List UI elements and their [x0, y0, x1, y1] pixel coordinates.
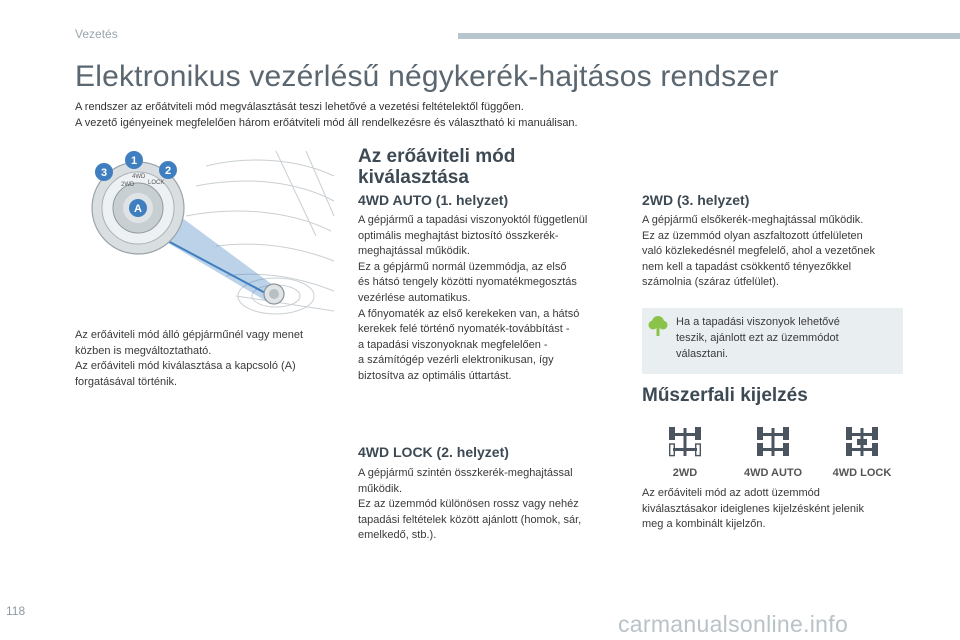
drivetrain-2wd-icon: [667, 424, 703, 460]
mode-label-4wd-auto: 4WD AUTO: [743, 467, 803, 479]
section-label: Vezetés: [75, 27, 118, 41]
dashboard-heading: Műszerfali kijelzés: [642, 385, 808, 406]
auto-line: vezérlése automatikus.: [358, 291, 471, 304]
selection-heading: [358, 146, 515, 188]
auto-line: a számítógép vezérli elektronikusan, így: [358, 354, 554, 367]
auto-line: kerekek felé történő nyomaték-továbbítást -: [358, 323, 570, 336]
dashboard-line: Az erőáviteli mód az adott üzemmód: [642, 487, 820, 499]
auto-line: A főnyomaték az első kerekeken van, a hátsó: [358, 307, 580, 320]
badge-1-label: 1: [130, 155, 138, 167]
page-number: 118: [6, 604, 26, 618]
knob-label-2wd: 2WD: [121, 182, 135, 188]
dashboard-text: [642, 486, 917, 533]
mode-4wd-auto: [735, 424, 811, 479]
auto-line: és hátsó tengely közötti nyomatékmegosztás: [358, 276, 577, 289]
mode-label-2wd: 2WD: [672, 467, 698, 479]
twowd-line: való közlekedésnél megfelelő, ahol a vezetőnek: [642, 245, 875, 258]
tip-text: [676, 314, 896, 362]
auto-text: [358, 213, 633, 385]
twowd-line: Ez az üzemmód olyan aszfaltozott útfelületen: [642, 229, 863, 242]
intro-line: A rendszer az erőátviteli mód megválasztását teszi lehetővé a vezetési feltételektől függően.: [75, 101, 524, 113]
knob-illustration: [76, 146, 338, 318]
tip-line: választani.: [676, 348, 728, 360]
twowd-line: A gépjármű elsőkerék-meghajtással működik.: [642, 214, 864, 226]
mode-label-4wd-lock: 4WD LOCK: [832, 467, 892, 479]
drivetrain-4wd-lock-icon: [844, 424, 880, 460]
lock-line: működik.: [358, 482, 403, 495]
knob-drawing: [76, 146, 338, 318]
twowd-text: [642, 213, 917, 291]
caption-line: forgatásával történik.: [75, 375, 178, 388]
dashboard-line: meg a kombinált kijelzőn.: [642, 518, 766, 531]
auto-line: Ez a gépjármű normál üzemmódja, az első: [358, 260, 567, 273]
intro-line: A vezető igényeinek megfelelően három erőátviteli mód áll rendelkezésre és választható ki manuálisan.: [75, 117, 578, 129]
tree-icon: [648, 314, 668, 343]
auto-line: meghajtással működik.: [358, 245, 470, 258]
badge-a-label: A: [134, 203, 142, 215]
lock-heading: 4WD LOCK (2. helyzet): [358, 444, 509, 460]
lock-line: emelkedő, stb.).: [358, 529, 437, 542]
mode-4wd-lock: [825, 424, 899, 479]
header-bar: [458, 33, 960, 39]
lock-line: A gépjármű szintén összkerék-meghajtással: [358, 467, 573, 479]
auto-line: a tapadási viszonyoknak megfelelően -: [358, 338, 548, 351]
page-title: Elektronikus vezérlésű négykerék-hajtásos rendszer: [75, 60, 779, 93]
tip-line: teszik, ajánlott ezt az üzemmódot: [676, 332, 839, 344]
caption-line: Az erőáviteli mód álló gépjárműnél vagy menet: [75, 329, 304, 341]
tip-line: Ha a tapadási viszonyok lehetővé: [676, 316, 840, 328]
twowd-line: nem kell a tapadást csökkentő tényezőkkel: [642, 260, 852, 273]
selection-heading-line1: Az erőáviteli mód: [358, 146, 516, 167]
auto-heading: 4WD AUTO (1. helyzet): [358, 192, 509, 208]
lock-line: Ez az üzemmód különösen rossz vagy nehéz: [358, 498, 579, 511]
caption-line: közben is megváltoztatható.: [75, 344, 212, 357]
badge-3-label: 3: [100, 167, 108, 179]
twowd-line: számolnia (száraz útfelület).: [642, 276, 779, 289]
auto-line: A gépjármű a tapadási viszonyoktól függetlenül: [358, 214, 588, 226]
mode-2wd: [660, 424, 710, 479]
watermark: carmanualsonline.info: [618, 611, 849, 637]
left-caption: [75, 328, 345, 390]
auto-line: biztosítva az optimális úttartást.: [358, 369, 512, 382]
selection-heading-line2: kiválasztása: [358, 167, 469, 188]
intro-text: [75, 99, 578, 131]
twowd-heading: 2WD (3. helyzet): [642, 192, 750, 208]
badge-2-label: 2: [164, 165, 172, 177]
lock-text: [358, 466, 633, 544]
lock-line: tapadási feltételek között ajánlott (homok, sár,: [358, 513, 582, 526]
caption-line: Az erőáviteli mód kiválasztása a kapcsoló (A): [75, 360, 296, 373]
dashboard-line: kiválasztásakor ideiglenes kijelzésként jelenik: [642, 502, 864, 515]
knob-label-4wd: 4WD: [132, 174, 146, 180]
auto-line: optimális meghajtást biztosító összkerék-: [358, 229, 559, 242]
drivetrain-4wd-auto-icon: [755, 424, 791, 460]
knob-label-lock: LOCK: [148, 180, 165, 186]
